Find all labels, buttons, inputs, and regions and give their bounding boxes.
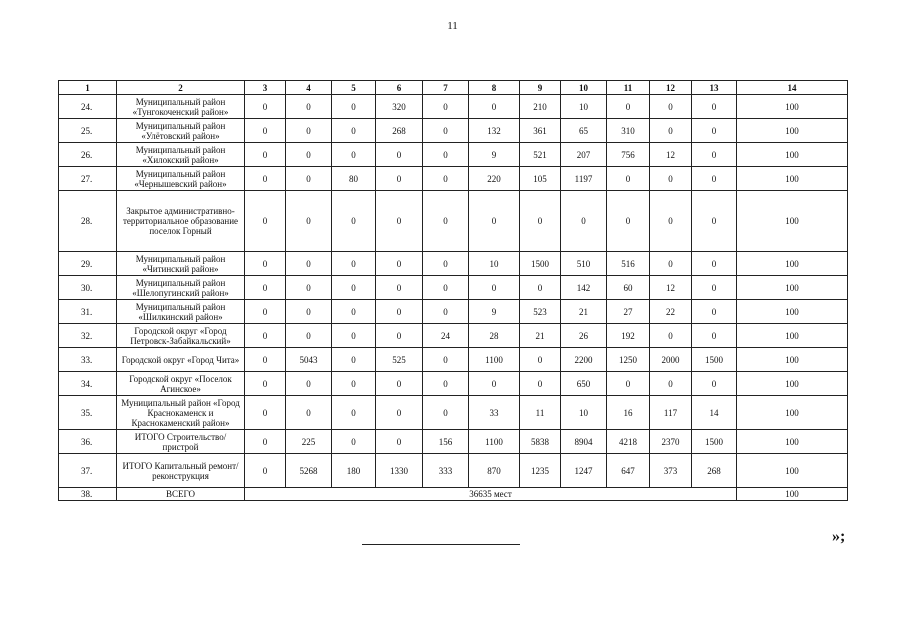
row-name: Муниципальный район «Шилкинский район» (117, 300, 245, 324)
cell-value: 1500 (692, 348, 737, 372)
cell-value: 0 (469, 191, 520, 252)
cell-value: 650 (561, 372, 607, 396)
cell-value: 0 (469, 372, 520, 396)
cell-value: 0 (692, 95, 737, 119)
cell-value: 0 (469, 95, 520, 119)
cell-value: 192 (607, 324, 650, 348)
row-number: 34. (59, 372, 117, 396)
cell-value: 0 (286, 396, 332, 430)
table-row (59, 396, 848, 430)
cell-value: 8904 (561, 430, 607, 454)
cell-value: 80 (332, 167, 376, 191)
data-table (58, 80, 848, 501)
column-header: 9 (520, 81, 561, 95)
cell-value: 0 (245, 324, 286, 348)
cell-value: 523 (520, 300, 561, 324)
cell-value: 0 (332, 191, 376, 252)
cell-value: 0 (332, 372, 376, 396)
total-merged-value: 36635 мест (245, 488, 737, 501)
cell-value: 0 (423, 95, 469, 119)
cell-value: 0 (376, 300, 423, 324)
cell-value: 0 (332, 252, 376, 276)
cell-value: 0 (692, 167, 737, 191)
column-header: 5 (332, 81, 376, 95)
cell-value: 0 (607, 167, 650, 191)
cell-value: 0 (650, 252, 692, 276)
row-name: Городской округ «Город Чита» (117, 348, 245, 372)
cell-value: 27 (607, 300, 650, 324)
cell-value: 0 (286, 324, 332, 348)
cell-value: 0 (245, 119, 286, 143)
cell-value: 320 (376, 95, 423, 119)
cell-value: 180 (332, 454, 376, 488)
cell-value: 0 (245, 372, 286, 396)
cell-value: 0 (332, 95, 376, 119)
cell-value: 220 (469, 167, 520, 191)
cell-value: 521 (520, 143, 561, 167)
cell-value: 0 (286, 252, 332, 276)
page-number: 11 (447, 20, 458, 32)
cell-value: 28 (469, 324, 520, 348)
cell-value: 65 (561, 119, 607, 143)
row-number: 37. (59, 454, 117, 488)
cell-value: 100 (737, 252, 848, 276)
column-header: 2 (117, 81, 245, 95)
total-last-value: 100 (737, 488, 848, 501)
cell-value: 0 (423, 372, 469, 396)
column-header: 6 (376, 81, 423, 95)
cell-value: 100 (737, 454, 848, 488)
cell-value: 510 (561, 252, 607, 276)
cell-value: 373 (650, 454, 692, 488)
cell-value: 870 (469, 454, 520, 488)
table-row (59, 430, 848, 454)
column-header: 14 (737, 81, 848, 95)
cell-value: 0 (423, 300, 469, 324)
cell-value: 100 (737, 119, 848, 143)
cell-value: 0 (520, 191, 561, 252)
cell-value: 105 (520, 167, 561, 191)
cell-value: 0 (245, 430, 286, 454)
cell-value: 16 (607, 396, 650, 430)
cell-value: 0 (692, 300, 737, 324)
cell-value: 0 (520, 372, 561, 396)
cell-value: 268 (692, 454, 737, 488)
row-number: 33. (59, 348, 117, 372)
cell-value: 0 (650, 167, 692, 191)
row-name: Муниципальный район «Шелопугинский район» (117, 276, 245, 300)
column-header: 11 (607, 81, 650, 95)
cell-value: 0 (376, 396, 423, 430)
cell-value: 5268 (286, 454, 332, 488)
cell-value: 156 (423, 430, 469, 454)
cell-value: 0 (423, 119, 469, 143)
cell-value: 0 (376, 167, 423, 191)
cell-value: 1500 (692, 430, 737, 454)
cell-value: 11 (520, 396, 561, 430)
cell-value: 100 (737, 276, 848, 300)
cell-value: 0 (607, 372, 650, 396)
cell-value: 525 (376, 348, 423, 372)
cell-value: 0 (376, 276, 423, 300)
row-name: ВСЕГО (117, 488, 245, 501)
cell-value: 142 (561, 276, 607, 300)
table-row (59, 252, 848, 276)
cell-value: 21 (561, 300, 607, 324)
cell-value: 0 (650, 119, 692, 143)
closing-mark: »; (832, 528, 846, 545)
table-row-total (59, 488, 848, 501)
cell-value: 0 (245, 396, 286, 430)
cell-value: 0 (423, 276, 469, 300)
cell-value: 0 (376, 430, 423, 454)
cell-value: 0 (286, 143, 332, 167)
cell-value: 516 (607, 252, 650, 276)
cell-value: 33 (469, 396, 520, 430)
cell-value: 0 (332, 396, 376, 430)
cell-value: 132 (469, 119, 520, 143)
cell-value: 0 (245, 252, 286, 276)
cell-value: 0 (520, 276, 561, 300)
row-number: 24. (59, 95, 117, 119)
cell-value: 0 (376, 252, 423, 276)
cell-value: 0 (245, 276, 286, 300)
cell-value: 1330 (376, 454, 423, 488)
cell-value: 0 (332, 324, 376, 348)
cell-value: 22 (650, 300, 692, 324)
cell-value: 0 (376, 191, 423, 252)
cell-value: 1247 (561, 454, 607, 488)
cell-value: 100 (737, 372, 848, 396)
cell-value: 100 (737, 396, 848, 430)
cell-value: 0 (607, 191, 650, 252)
row-number: 25. (59, 119, 117, 143)
row-name: Муниципальный район «Читинский район» (117, 252, 245, 276)
cell-value: 0 (423, 396, 469, 430)
cell-value: 0 (286, 191, 332, 252)
cell-value: 100 (737, 324, 848, 348)
cell-value: 0 (469, 276, 520, 300)
table-row (59, 143, 848, 167)
cell-value: 1100 (469, 348, 520, 372)
cell-value: 100 (737, 167, 848, 191)
cell-value: 1197 (561, 167, 607, 191)
cell-value: 100 (737, 95, 848, 119)
table-row (59, 372, 848, 396)
cell-value: 0 (520, 348, 561, 372)
cell-value: 647 (607, 454, 650, 488)
cell-value: 100 (737, 348, 848, 372)
cell-value: 0 (423, 348, 469, 372)
cell-value: 0 (692, 252, 737, 276)
cell-value: 0 (245, 348, 286, 372)
cell-value: 10 (561, 95, 607, 119)
row-number: 32. (59, 324, 117, 348)
cell-value: 60 (607, 276, 650, 300)
cell-value: 100 (737, 300, 848, 324)
row-name: Муниципальный район «Тунгокоченский район» (117, 95, 245, 119)
row-number: 28. (59, 191, 117, 252)
table-row (59, 119, 848, 143)
cell-value: 10 (561, 396, 607, 430)
cell-value: 210 (520, 95, 561, 119)
cell-value: 12 (650, 276, 692, 300)
row-name: Муниципальный район «Чернышевский район» (117, 167, 245, 191)
cell-value: 0 (423, 143, 469, 167)
row-name: ИТОГО Капитальный ремонт/реконструкция (117, 454, 245, 488)
table-row (59, 454, 848, 488)
table-row (59, 348, 848, 372)
cell-value: 9 (469, 300, 520, 324)
cell-value: 0 (245, 300, 286, 324)
row-name: Городской округ «Город Петровск-Забайкальский» (117, 324, 245, 348)
cell-value: 0 (423, 167, 469, 191)
cell-value: 0 (332, 300, 376, 324)
cell-value: 0 (692, 276, 737, 300)
cell-value: 100 (737, 430, 848, 454)
cell-value: 207 (561, 143, 607, 167)
row-name: Муниципальный район «Город Краснокаменск и Краснокаменский район» (117, 396, 245, 430)
cell-value: 268 (376, 119, 423, 143)
cell-value: 0 (332, 143, 376, 167)
row-number: 36. (59, 430, 117, 454)
cell-value: 361 (520, 119, 561, 143)
cell-value: 0 (607, 95, 650, 119)
row-number: 38. (59, 488, 117, 501)
cell-value: 1235 (520, 454, 561, 488)
cell-value: 0 (423, 191, 469, 252)
cell-value: 0 (692, 372, 737, 396)
cell-value: 0 (332, 430, 376, 454)
row-number: 27. (59, 167, 117, 191)
column-header: 3 (245, 81, 286, 95)
table-row (59, 300, 848, 324)
table-row (59, 191, 848, 252)
cell-value: 0 (245, 191, 286, 252)
cell-value: 0 (692, 324, 737, 348)
cell-value: 117 (650, 396, 692, 430)
cell-value: 0 (423, 252, 469, 276)
cell-value: 1500 (520, 252, 561, 276)
column-header: 7 (423, 81, 469, 95)
cell-value: 14 (692, 396, 737, 430)
cell-value: 0 (650, 191, 692, 252)
cell-value: 9 (469, 143, 520, 167)
row-number: 30. (59, 276, 117, 300)
cell-value: 333 (423, 454, 469, 488)
column-header: 4 (286, 81, 332, 95)
cell-value: 756 (607, 143, 650, 167)
column-header: 1 (59, 81, 117, 95)
row-number: 29. (59, 252, 117, 276)
cell-value: 0 (245, 95, 286, 119)
column-header: 12 (650, 81, 692, 95)
cell-value: 0 (245, 167, 286, 191)
cell-value: 1250 (607, 348, 650, 372)
cell-value: 0 (332, 119, 376, 143)
cell-value: 26 (561, 324, 607, 348)
cell-value: 0 (286, 95, 332, 119)
cell-value: 5838 (520, 430, 561, 454)
column-header: 13 (692, 81, 737, 95)
row-number: 35. (59, 396, 117, 430)
cell-value: 12 (650, 143, 692, 167)
row-number: 31. (59, 300, 117, 324)
cell-value: 0 (286, 119, 332, 143)
cell-value: 0 (650, 372, 692, 396)
cell-value: 24 (423, 324, 469, 348)
cell-value: 100 (737, 143, 848, 167)
cell-value: 0 (332, 276, 376, 300)
cell-value: 0 (286, 276, 332, 300)
cell-value: 4218 (607, 430, 650, 454)
cell-value: 0 (286, 167, 332, 191)
row-name: Муниципальный район «Хилокский район» (117, 143, 245, 167)
cell-value: 0 (692, 119, 737, 143)
cell-value: 2370 (650, 430, 692, 454)
cell-value: 0 (692, 143, 737, 167)
cell-value: 2000 (650, 348, 692, 372)
cell-value: 0 (332, 348, 376, 372)
cell-value: 0 (561, 191, 607, 252)
cell-value: 225 (286, 430, 332, 454)
table-body (59, 95, 848, 501)
table-row (59, 276, 848, 300)
row-name: ИТОГО Строительство/пристрой (117, 430, 245, 454)
table-row (59, 167, 848, 191)
cell-value: 0 (650, 324, 692, 348)
header-row (59, 81, 848, 95)
table-row (59, 95, 848, 119)
cell-value: 10 (469, 252, 520, 276)
cell-value: 1100 (469, 430, 520, 454)
row-number: 26. (59, 143, 117, 167)
cell-value: 0 (245, 143, 286, 167)
cell-value: 0 (376, 143, 423, 167)
table-row (59, 324, 848, 348)
column-header: 10 (561, 81, 607, 95)
cell-value: 2200 (561, 348, 607, 372)
divider-line (362, 544, 520, 545)
cell-value: 0 (286, 300, 332, 324)
row-name: Муниципальный район «Улётовский район» (117, 119, 245, 143)
cell-value: 310 (607, 119, 650, 143)
cell-value: 100 (737, 191, 848, 252)
cell-value: 0 (376, 324, 423, 348)
cell-value: 0 (692, 191, 737, 252)
column-header: 8 (469, 81, 520, 95)
cell-value: 0 (245, 454, 286, 488)
cell-value: 0 (376, 372, 423, 396)
cell-value: 5043 (286, 348, 332, 372)
cell-value: 0 (286, 372, 332, 396)
row-name: Закрытое административно-территориальное образование поселок Горный (117, 191, 245, 252)
cell-value: 0 (650, 95, 692, 119)
row-name: Городской округ «Поселок Агинское» (117, 372, 245, 396)
cell-value: 21 (520, 324, 561, 348)
